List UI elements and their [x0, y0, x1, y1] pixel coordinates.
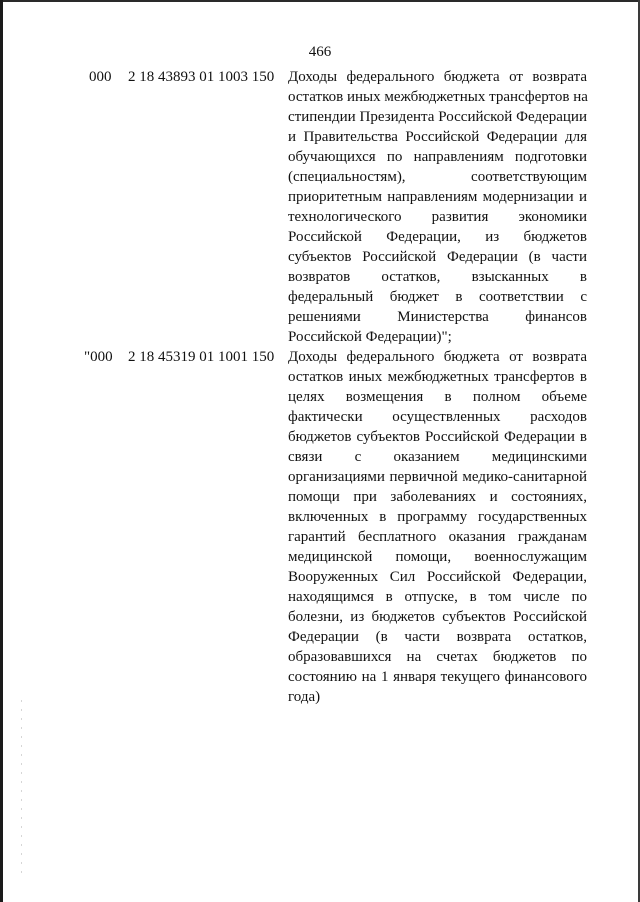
description-line: обучающихся по направлениям подготовки — [288, 149, 587, 165]
description-line: помощи при заболеваниях и состояниях, — [288, 489, 587, 505]
description-line: субъектов Российской Федерации (в части — [288, 249, 587, 265]
description-line: организациями первичной медико-санитарной — [288, 469, 587, 485]
budget-classification-code: 2 18 45319 01 1001 150 — [128, 349, 275, 365]
description-line: остатков иных межбюджетных трансфертов в — [288, 369, 587, 385]
description-line: технологического развития экономики — [288, 209, 587, 225]
description-line: (специальностям), соответствующим — [288, 169, 587, 185]
entry-description — [288, 347, 587, 707]
page-number: 466 — [308, 44, 332, 60]
description-line: федеральный бюджет в соответствии с — [288, 289, 587, 305]
description-line: решениями Министерства финансов — [288, 309, 587, 325]
description-line: болезни, из бюджетов субъектов Российской — [288, 609, 587, 625]
description-line: бюджетов субъектов Российской Федерации в — [288, 429, 587, 445]
scan-edge-left — [0, 0, 3, 902]
description-line: целях возмещения в полном объеме — [288, 389, 587, 405]
description-line: приоритетным направлениям модернизации и — [288, 189, 587, 205]
description-line: Федерации (в части возврата остатков, — [288, 629, 587, 645]
description-line: находящимся в отпуске, в том числе по — [288, 589, 587, 605]
description-line: фактически осуществленных расходов — [288, 409, 587, 425]
description-line: и Правительства Российской Федерации для — [288, 129, 587, 145]
scan-artifact-margin — [21, 700, 22, 880]
description-line: включенных в программу государственных — [288, 509, 587, 525]
description-line: Доходы федерального бюджета от возврата — [288, 69, 587, 85]
administrator-code: "000 — [84, 349, 113, 365]
description-line: медицинской помощи, военнослужащим — [288, 549, 587, 565]
entry-description — [288, 67, 587, 347]
administrator-code: 000 — [89, 69, 112, 85]
description-line: возвратов остатков, взысканных в — [288, 269, 587, 285]
description-line: образовавшихся на счетах бюджетов по — [288, 649, 587, 665]
description-line: Российской Федерации, из бюджетов — [288, 229, 587, 245]
description-line: остатков иных межбюджетных трансфертов на — [288, 89, 588, 105]
description-line: Доходы федерального бюджета от возврата — [288, 349, 587, 365]
description-line: стипендии Президента Российской Федерации — [288, 109, 587, 125]
description-line: Вооруженных Сил Российской Федерации, — [288, 569, 587, 585]
description-line: состоянию на 1 января текущего финансового — [288, 669, 587, 685]
budget-classification-code: 2 18 43893 01 1003 150 — [128, 69, 275, 85]
description-line: года) — [288, 689, 321, 705]
description-line: гарантий бесплатного оказания гражданам — [288, 529, 587, 545]
scan-edge-top — [0, 0, 640, 2]
description-line: связи с оказанием медицинскими — [288, 449, 587, 465]
description-line: Российской Федерации)"; — [288, 329, 452, 345]
